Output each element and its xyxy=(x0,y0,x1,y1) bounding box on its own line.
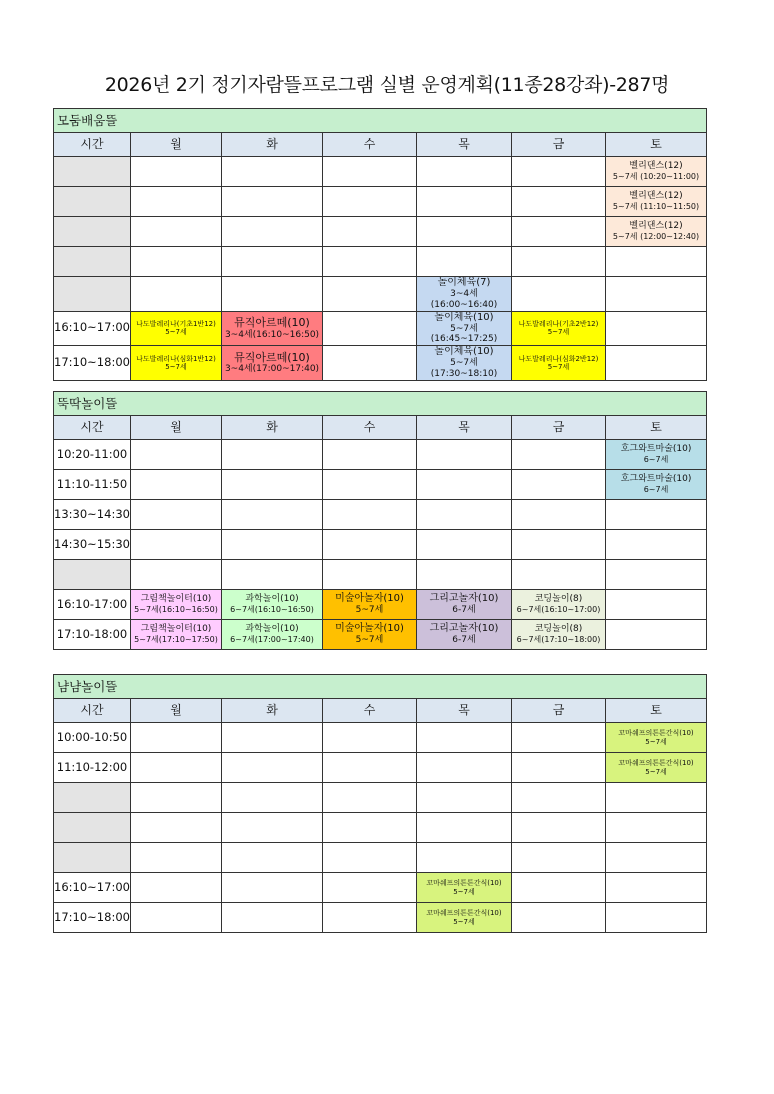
program-age: 5~7세 xyxy=(355,605,384,616)
empty-cell xyxy=(131,530,222,560)
table-row xyxy=(54,346,707,381)
program-cell xyxy=(131,620,222,650)
program-age: 5~7세 xyxy=(547,328,570,337)
program-age: 3~4세(16:00~16:40) xyxy=(430,289,498,310)
program-cell xyxy=(606,723,707,753)
program-age: 5~7세 xyxy=(165,328,187,337)
day-header: 화 xyxy=(222,699,323,723)
empty-cell xyxy=(222,723,323,753)
empty-cell xyxy=(512,560,606,590)
empty-cell xyxy=(417,753,512,783)
empty-cell xyxy=(222,873,323,903)
table-row xyxy=(54,247,707,277)
program-age: 5~7세(17:10~17:50) xyxy=(134,635,218,645)
program-cell xyxy=(131,311,222,346)
program-name: 놀이체육(10) xyxy=(434,311,494,323)
time-slot xyxy=(54,843,131,873)
empty-cell xyxy=(512,187,606,217)
empty-cell xyxy=(512,783,606,813)
program-name: 미술아놀자(10) xyxy=(335,623,404,635)
program-name: 나도발레리나(심화2반12) xyxy=(518,354,599,363)
time-slot: 10:20-11:00 xyxy=(54,440,131,470)
program-cell xyxy=(323,590,417,620)
empty-cell xyxy=(222,217,323,247)
program-name: 나도발레리나(기초2반12) xyxy=(518,320,599,328)
empty-cell xyxy=(323,753,417,783)
day-header: 금 xyxy=(512,699,606,723)
program-name: 꼬마쉐프의튼튼간식(10) xyxy=(618,729,694,738)
empty-cell xyxy=(417,783,512,813)
program-cell xyxy=(222,346,323,381)
program-cell xyxy=(323,620,417,650)
section-header-row xyxy=(54,109,707,133)
table-row xyxy=(54,620,707,650)
program-cell xyxy=(417,277,512,312)
program-cell xyxy=(417,620,512,650)
time-slot: 17:10~18:00 xyxy=(54,903,131,933)
time-slot: 16:10~17:00 xyxy=(54,311,131,346)
empty-cell xyxy=(606,590,707,620)
empty-cell xyxy=(606,903,707,933)
time-slot xyxy=(54,277,131,312)
day-header: 화 xyxy=(222,133,323,157)
empty-cell xyxy=(222,903,323,933)
time-slot xyxy=(54,187,131,217)
empty-cell xyxy=(417,217,512,247)
section-title: 냠냠놀이뜰 xyxy=(54,675,707,699)
day-header: 토 xyxy=(606,133,707,157)
empty-cell xyxy=(417,247,512,277)
program-name: 그리고놀자(10) xyxy=(429,593,499,605)
section-table xyxy=(53,674,706,933)
time-slot: 14:30~15:30 xyxy=(54,530,131,560)
program-age: 3~4세(16:10~16:50) xyxy=(224,329,320,340)
day-header: 수 xyxy=(323,416,417,440)
empty-cell xyxy=(606,813,707,843)
schedule-table xyxy=(53,674,707,933)
page-title: 2026년 2기 정기자람뜰프로그램 실별 운영계획(11종28강좌)-287명 xyxy=(104,74,670,96)
empty-cell xyxy=(131,903,222,933)
program-name: 벨리댄스(12) xyxy=(629,191,683,202)
empty-cell xyxy=(131,873,222,903)
empty-cell xyxy=(222,500,323,530)
empty-cell xyxy=(512,843,606,873)
empty-cell xyxy=(512,247,606,277)
empty-cell xyxy=(222,813,323,843)
program-cell xyxy=(606,157,707,187)
table-row xyxy=(54,470,707,500)
program-name: 나도발레리나(심화1반12) xyxy=(136,354,216,363)
empty-cell xyxy=(323,873,417,903)
table-row xyxy=(54,187,707,217)
program-name: 코딩놀이(8) xyxy=(534,624,583,635)
empty-cell xyxy=(222,530,323,560)
program-age: 6~7세(16:10~16:50) xyxy=(230,605,314,615)
section-table xyxy=(53,391,706,650)
empty-cell xyxy=(222,157,323,187)
time-slot xyxy=(54,560,131,590)
empty-cell xyxy=(512,157,606,187)
empty-cell xyxy=(222,440,323,470)
program-cell xyxy=(417,590,512,620)
empty-cell xyxy=(323,440,417,470)
table-row xyxy=(54,277,707,312)
time-slot: 13:30~14:30 xyxy=(54,500,131,530)
empty-cell xyxy=(417,723,512,753)
empty-cell xyxy=(222,783,323,813)
program-name: 꼬마쉐프의튼튼간식(10) xyxy=(618,759,694,768)
empty-cell xyxy=(323,187,417,217)
empty-cell xyxy=(512,813,606,843)
program-name: 미술아놀자(10) xyxy=(335,593,404,605)
empty-cell xyxy=(222,470,323,500)
table-row xyxy=(54,500,707,530)
time-slot: 17:10~18:00 xyxy=(54,346,131,381)
program-cell xyxy=(417,346,512,381)
table-row xyxy=(54,217,707,247)
table-row xyxy=(54,783,707,813)
day-header: 토 xyxy=(606,699,707,723)
empty-cell xyxy=(606,873,707,903)
day-header: 화 xyxy=(222,416,323,440)
empty-cell xyxy=(131,783,222,813)
empty-cell xyxy=(323,530,417,560)
empty-cell xyxy=(222,247,323,277)
empty-cell xyxy=(131,560,222,590)
program-age: 5~7세(16:45~17:25) xyxy=(430,323,498,345)
program-name: 꼬마쉐프의튼튼간식(10) xyxy=(426,909,502,918)
section-title: 뚝딱놀이뜰 xyxy=(54,392,707,416)
empty-cell xyxy=(131,470,222,500)
table-row xyxy=(54,813,707,843)
day-header: 목 xyxy=(417,699,512,723)
empty-cell xyxy=(512,470,606,500)
time-slot xyxy=(54,813,131,843)
program-cell xyxy=(417,873,512,903)
program-age: 6-7세 xyxy=(452,605,476,616)
empty-cell xyxy=(131,813,222,843)
empty-cell xyxy=(323,311,417,346)
program-cell xyxy=(131,346,222,381)
program-cell xyxy=(606,470,707,500)
schedule-table xyxy=(53,391,707,650)
program-age: 5~7세 xyxy=(645,767,667,776)
program-age: 5~7세 xyxy=(355,635,384,646)
program-name: 뮤직아르떼(10) xyxy=(234,316,310,330)
program-age: 5~7세 xyxy=(453,887,475,896)
empty-cell xyxy=(323,813,417,843)
program-name: 뮤직아르떼(10) xyxy=(234,350,310,364)
program-age: 5~7세 xyxy=(165,362,187,371)
time-slot: 17:10-18:00 xyxy=(54,620,131,650)
program-cell xyxy=(222,620,323,650)
day-header-row xyxy=(54,133,707,157)
time-slot xyxy=(54,783,131,813)
empty-cell xyxy=(323,277,417,312)
empty-cell xyxy=(606,530,707,560)
time-slot xyxy=(54,217,131,247)
day-header: 시간 xyxy=(54,699,131,723)
empty-cell xyxy=(512,873,606,903)
program-name: 그리고놀자(10) xyxy=(429,623,499,635)
empty-cell xyxy=(131,247,222,277)
empty-cell xyxy=(131,500,222,530)
empty-cell xyxy=(131,217,222,247)
program-cell xyxy=(417,311,512,346)
table-row xyxy=(54,903,707,933)
table-row xyxy=(54,440,707,470)
program-age: 5~7세 xyxy=(645,737,667,746)
day-header: 월 xyxy=(131,133,222,157)
section-table xyxy=(53,108,706,381)
table-row xyxy=(54,723,707,753)
program-cell xyxy=(222,311,323,346)
empty-cell xyxy=(417,500,512,530)
empty-cell xyxy=(512,500,606,530)
program-name: 꼬마쉐프의튼튼간식(10) xyxy=(426,879,502,888)
program-age: 5~7세 (12:00~12:40) xyxy=(612,232,700,242)
empty-cell xyxy=(512,217,606,247)
program-name: 놀이체육(7) xyxy=(437,277,491,288)
empty-cell xyxy=(323,470,417,500)
empty-cell xyxy=(131,753,222,783)
empty-cell xyxy=(323,843,417,873)
empty-cell xyxy=(417,560,512,590)
program-cell xyxy=(512,311,606,346)
empty-cell xyxy=(131,440,222,470)
time-slot: 11:10-11:50 xyxy=(54,470,131,500)
program-cell xyxy=(606,753,707,783)
table-row xyxy=(54,873,707,903)
time-slot: 16:10~17:00 xyxy=(54,873,131,903)
day-header: 목 xyxy=(417,416,512,440)
table-row xyxy=(54,590,707,620)
program-cell xyxy=(512,346,606,381)
program-age: 6~7세(16:10~17:00) xyxy=(516,605,601,615)
program-cell xyxy=(131,590,222,620)
program-age: 5~7세(16:10~16:50) xyxy=(134,605,218,615)
program-name: 그림책놀이터(10) xyxy=(140,594,212,605)
empty-cell xyxy=(512,753,606,783)
program-name: 과학놀이(10) xyxy=(245,624,299,635)
section-header-row xyxy=(54,392,707,416)
section-header-row xyxy=(54,675,707,699)
empty-cell xyxy=(323,500,417,530)
program-cell xyxy=(606,187,707,217)
day-header-row xyxy=(54,416,707,440)
program-name: 코딩놀이(8) xyxy=(534,594,583,605)
program-cell xyxy=(417,903,512,933)
day-header: 월 xyxy=(131,699,222,723)
empty-cell xyxy=(323,247,417,277)
program-cell xyxy=(222,590,323,620)
time-slot: 10:00-10:50 xyxy=(54,723,131,753)
program-age: 6-7세 xyxy=(452,635,476,646)
table-row xyxy=(54,530,707,560)
program-age: 6~7세 xyxy=(643,485,669,495)
program-name: 과학놀이(10) xyxy=(245,594,299,605)
empty-cell xyxy=(222,843,323,873)
day-header: 금 xyxy=(512,416,606,440)
empty-cell xyxy=(417,530,512,560)
empty-cell xyxy=(222,187,323,217)
empty-cell xyxy=(512,440,606,470)
program-cell xyxy=(606,217,707,247)
empty-cell xyxy=(131,843,222,873)
empty-cell xyxy=(131,277,222,312)
program-name: 호그와트마술(10) xyxy=(620,474,692,485)
empty-cell xyxy=(417,470,512,500)
program-name: 벨리댄스(12) xyxy=(629,221,683,232)
empty-cell xyxy=(417,157,512,187)
empty-cell xyxy=(131,723,222,753)
empty-cell xyxy=(512,903,606,933)
time-slot: 11:10-12:00 xyxy=(54,753,131,783)
empty-cell xyxy=(606,311,707,346)
empty-cell xyxy=(323,783,417,813)
day-header: 수 xyxy=(323,699,417,723)
program-cell xyxy=(606,440,707,470)
day-header: 월 xyxy=(131,416,222,440)
program-age: 6~7세 xyxy=(643,455,669,465)
time-slot xyxy=(54,247,131,277)
section-title: 모둠배움뜰 xyxy=(54,109,707,133)
schedule-table xyxy=(53,108,707,381)
program-name: 그림책놀이터(10) xyxy=(140,624,212,635)
empty-cell xyxy=(323,903,417,933)
empty-cell xyxy=(417,187,512,217)
empty-cell xyxy=(417,440,512,470)
table-row xyxy=(54,753,707,783)
table-row xyxy=(54,843,707,873)
empty-cell xyxy=(606,560,707,590)
program-name: 호그와트마술(10) xyxy=(620,444,692,455)
empty-cell xyxy=(131,187,222,217)
empty-cell xyxy=(512,723,606,753)
empty-cell xyxy=(222,560,323,590)
program-name: 벨리댄스(12) xyxy=(629,161,683,172)
day-header: 목 xyxy=(417,133,512,157)
empty-cell xyxy=(323,723,417,753)
empty-cell xyxy=(323,346,417,381)
table-row xyxy=(54,311,707,346)
empty-cell xyxy=(417,843,512,873)
program-age: 6~7세(17:10~18:00) xyxy=(516,635,601,645)
empty-cell xyxy=(606,843,707,873)
program-age: 5~7세 xyxy=(547,362,570,371)
empty-cell xyxy=(512,277,606,312)
table-row xyxy=(54,157,707,187)
program-age: 5~7세 xyxy=(453,917,475,926)
table-row xyxy=(54,560,707,590)
program-age: 5~7세(17:30~18:10) xyxy=(430,358,498,379)
day-header: 시간 xyxy=(54,416,131,440)
program-age: 5~7세 (10:20~11:00) xyxy=(612,172,700,182)
empty-cell xyxy=(606,500,707,530)
day-header: 토 xyxy=(606,416,707,440)
empty-cell xyxy=(222,753,323,783)
empty-cell xyxy=(606,247,707,277)
program-age: 5~7세 (11:10~11:50) xyxy=(612,202,700,212)
program-name: 나도발레리나(기초1반12) xyxy=(136,320,216,328)
program-cell xyxy=(512,590,606,620)
day-header-row xyxy=(54,699,707,723)
empty-cell xyxy=(512,530,606,560)
program-name: 놀이체육(10) xyxy=(434,346,494,358)
program-cell xyxy=(512,620,606,650)
program-age: 3~4세(17:00~17:40) xyxy=(224,364,320,375)
empty-cell xyxy=(606,783,707,813)
time-slot: 16:10-17:00 xyxy=(54,590,131,620)
empty-cell xyxy=(131,157,222,187)
day-header: 금 xyxy=(512,133,606,157)
empty-cell xyxy=(323,157,417,187)
day-header: 시간 xyxy=(54,133,131,157)
empty-cell xyxy=(417,813,512,843)
day-header: 수 xyxy=(323,133,417,157)
empty-cell xyxy=(606,346,707,381)
empty-cell xyxy=(222,277,323,312)
empty-cell xyxy=(323,560,417,590)
empty-cell xyxy=(323,217,417,247)
program-age: 6~7세(17:00~17:40) xyxy=(230,635,314,645)
time-slot xyxy=(54,157,131,187)
empty-cell xyxy=(606,620,707,650)
empty-cell xyxy=(606,277,707,312)
